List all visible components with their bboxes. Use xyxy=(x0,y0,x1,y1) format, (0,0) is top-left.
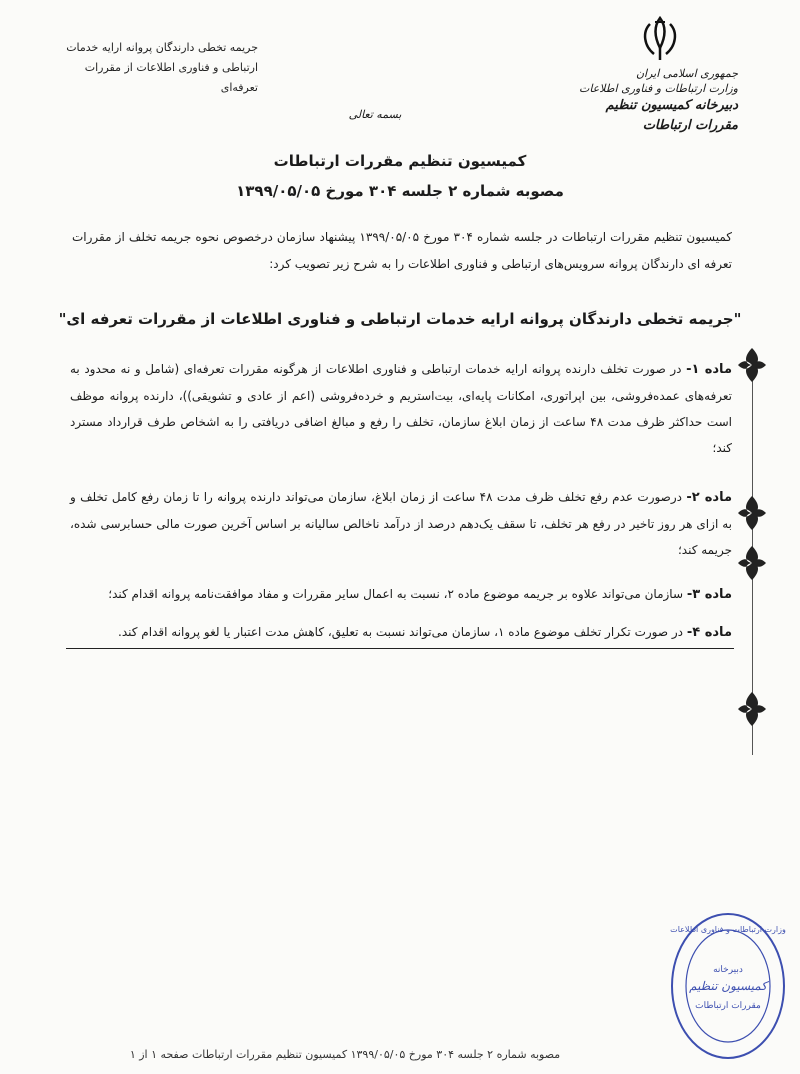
article-text: در صورت تخلف دارنده پروانه ارایه خدمات ارتباطی و فناوری اطلاعات از هرگونه مقررات تعرفه‌ای (شامل و نه محدود به تعرفه‌های عمده‌فروشی، بین اپراتوری، امکانات پایه‌ای، بیت‌استریم و خرده‌فروشی (اعم از عادی و تشویقی))، دارنده پروانه موظف است حداکثر ظرف مدت ۴۸ ساعت از زمان ابلاغ سازمان، تخلف را رفع و مبالغ اضافی دریافتی را به اشخاص طرف قرارداد مسترد کند؛ xyxy=(70,362,732,455)
article-text: در صورت تکرار تخلف موضوع ماده ۱، سازمان می‌تواند نسبت به تعلیق، کاهش مدت اعتبار یا لغو پروانه اقدام کند. xyxy=(118,625,687,639)
article-label: ماده ۴- xyxy=(686,625,732,640)
resolution-title: مصوبه شماره ۲ جلسه ۳۰۴ مورخ ۱۳۹۹/۰۵/۰۵ xyxy=(236,182,564,200)
article-1 xyxy=(70,356,732,461)
secretariat-name: دبیرخانه کمیسیون تنظیم مقررات ارتباطات xyxy=(605,98,738,133)
article-2 xyxy=(70,484,732,563)
article-label: ماده ۲- xyxy=(686,490,732,505)
article-text: درصورت عدم رفع تخلف ظرف مدت ۴۸ ساعت از زمان ابلاغ، سازمان می‌تواند دارنده پروانه را تا زمان رفع کامل تخلف و به ازای هر روز تاخیر در رفع هر تخلف، تا سقف یک‌دهم درصد از درآمد ناخالص سالیانه بر اساس آخرین صورت مالی حسابرسی شده، جریمه کند؛ xyxy=(70,490,732,557)
subject-line-1: جریمه تخطی دارندگان پروانه ارایه خدمات xyxy=(66,41,258,54)
letterhead xyxy=(568,66,738,136)
ornament-icon xyxy=(735,494,769,532)
article-label: ماده ۱- xyxy=(686,362,732,377)
article-label: ماده ۳- xyxy=(686,587,732,602)
ministry-name: وزارت ارتباطات و فناوری اطلاعات xyxy=(578,82,738,95)
resolution-headline: "جریمه تخطی دارندگان پروانه ارایه خدمات ارتباطی و فناوری اطلاعات از مقررات تعرفه ای" xyxy=(58,310,742,328)
subject-line-2: ارتباطی و فناوری اطلاعات از مقررات تعرفه‌ای xyxy=(84,61,258,94)
divider xyxy=(66,648,734,649)
document-subject xyxy=(58,38,258,98)
official-stamp-icon xyxy=(668,910,788,1062)
ornament-icon xyxy=(735,690,769,728)
stamp-line: کمیسیون تنظیم xyxy=(689,979,767,993)
article-text: سازمان می‌تواند علاوه بر جریمه موضوع ماده ۲، نسبت به اعمال سایر مقررات و مفاد موافقت‌نامه پروانه اقدام کند؛ xyxy=(108,587,687,601)
article-3 xyxy=(70,581,732,608)
bismillah: بسمه تعالی xyxy=(348,108,402,121)
commission-title: کمیسیون تنظیم مقررات ارتباطات xyxy=(273,152,527,170)
article-4 xyxy=(70,619,732,646)
intro-paragraph: کمیسیون تنظیم مقررات ارتباطات در جلسه شماره ۳۰۴ مورخ ۱۳۹۹/۰۵/۰۵ پیشنهاد سازمان درخصوص نحوه جریمه تخلف از مقررات تعرفه ای دارندگان پروانه سرویس‌های ارتباطی و فناوری اطلاعات را به شرح زیر تصویب کرد: xyxy=(72,230,732,271)
ornament-icon xyxy=(735,346,769,384)
gov-name: جمهوری اسلامی ایران xyxy=(635,67,738,80)
stamp-line: مقررات ارتباطات xyxy=(695,1001,761,1011)
stamp-line: دبیرخانه xyxy=(713,965,743,975)
stamp-ring-text: وزارت ارتباطات و فناوری اطلاعات xyxy=(670,925,786,934)
iran-emblem-icon xyxy=(638,14,682,62)
page-footer: مصوبه شماره ۲ جلسه ۳۰۴ مورخ ۱۳۹۹/۰۵/۰۵ کمیسیون تنظیم مقررات ارتباطات صفحه ۱ از ۱ xyxy=(129,1048,561,1061)
ornament-icon xyxy=(735,544,769,582)
